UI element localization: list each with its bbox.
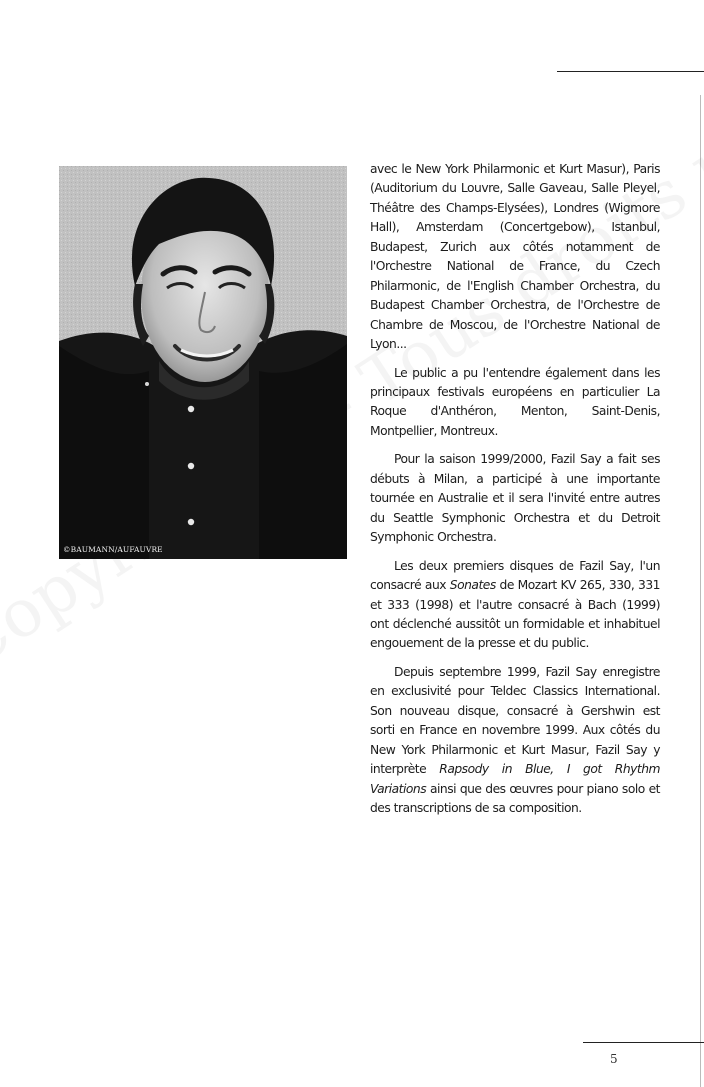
sonates-title: Sonates [449,578,496,593]
gershwin-works-title: Rapsody in Blue, I got Rhythm Variations [370,762,660,796]
portrait-photo [59,166,347,559]
paragraph-2: Le public a pu l'entendre également dans les principaux festivals européens en particulier La Roque d'Anthéron, Menton, Saint-Denis, Montpellier, Montreux. [370,365,660,438]
page-number: 5 [610,1052,618,1066]
page-edge-line [700,95,701,1087]
paragraph-4-text-b: de Mozart KV 265, 330, 331 et 333 (1998) et l'autre consacré à Bach (1999) ont déclenché aussitôt un formidable et inhabituel engouement de la presse et du public. [370,578,660,651]
portrait-illustration [59,166,347,559]
article-column [370,160,660,828]
paragraph-5 [370,663,660,819]
photo-credit: ©BAUMANN/AUFAUVRE [63,545,163,554]
paragraph-1: avec le New York Philarmonic et Kurt Masur), Paris (Auditorium du Louvre, Salle Gaveau, Salle Pleyel, Théâtre des Champs-Elysées), Londres (Wigmore Hall), Amsterdam (Concertgebow), Istanbul, Budapest, Zurich aux côtés notamment de l'Orchestre National de France, du Czech Philarmonic, de l'English Chamber Orchestra, du Budapest Chamber Orchestra, de l'Orchestre de Chambre de Moscou, de l'Orchestre National de Lyon... [370,162,660,352]
bottom-rule [583,1042,704,1043]
top-rule [557,71,704,72]
paragraph-5-text-a: Depuis septembre 1999, Fazil Say enregistre en exclusivité pour Teldec Classics International. Son nouveau disque, consacré à Gershwin est sorti en France en novembre 1999. Aux côtés du New York Philarmonic et Kurt Masur, Fazil Say y interprète [370,664,660,777]
paragraph-5-text-b: ainsi que des œuvres pour piano solo et des transcriptions de sa composition. [370,781,660,816]
paragraph-4 [370,557,660,654]
paragraph-4-text-a: Les deux premiers disques de Fazil Say, l'un consacré aux [370,558,660,593]
paragraph-3: Pour la saison 1999/2000, Fazil Say a fait ses débuts à Milan, a participé à une importante tournée en Australie et il sera l'invité entre autres du Seattle Symphonic Orchestra et du Detroit Symphonic Orchestra. [370,452,660,545]
